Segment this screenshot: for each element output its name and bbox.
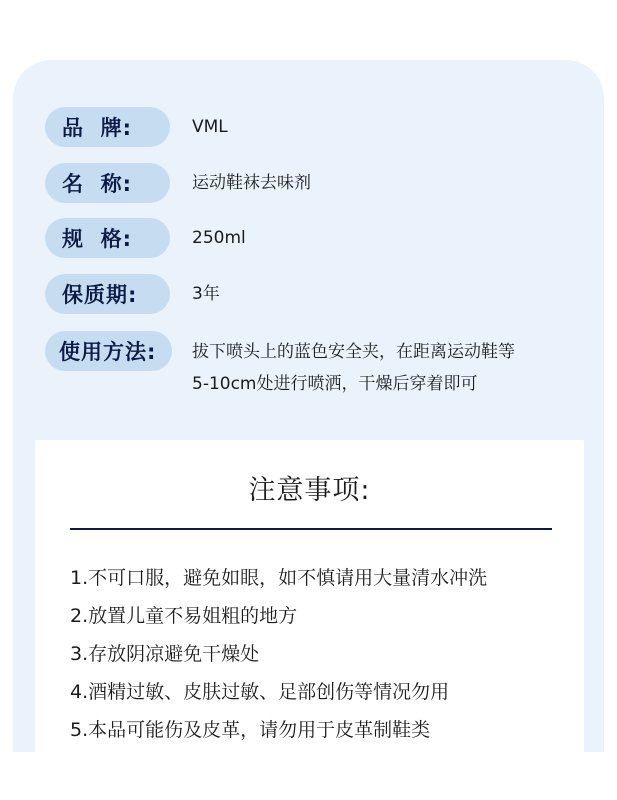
spec-row-shelf-life <box>45 274 220 314</box>
usage-label: 使用方法: <box>45 331 172 371</box>
usage-value-line-1: 拔下喷头上的蓝色安全夹，在距离运动鞋等 <box>192 342 515 362</box>
notice-panel <box>35 440 584 752</box>
size-value: 250ml <box>192 228 246 248</box>
notice-item: 3.存放阴凉避免干燥处 <box>70 643 260 665</box>
shelf-life-label: 保质期: <box>45 274 170 314</box>
notice-item: 4.酒精过敏、皮肤过敏、足部创伤等情况勿用 <box>70 681 450 703</box>
name-label: 名 称: <box>45 163 170 203</box>
notice-divider <box>70 528 552 530</box>
spec-row-brand <box>45 107 228 147</box>
notice-title: 注意事项: <box>248 475 371 506</box>
brand-label: 品 牌: <box>45 107 170 147</box>
spec-row-size <box>45 218 246 258</box>
brand-value: VML <box>192 117 228 137</box>
size-label: 规 格: <box>45 218 170 258</box>
usage-value-line-2: 5-10cm处进行喷洒，干燥后穿着即可 <box>192 374 478 394</box>
notice-item: 2.放置儿童不易姐粗的地方 <box>70 605 298 627</box>
shelf-life-value: 3年 <box>192 284 220 304</box>
notice-item: 1.不可口服，避免如眼，如不慎请用大量清水冲洗 <box>70 567 488 589</box>
spec-row-usage <box>45 331 515 394</box>
spec-row-name <box>45 163 311 203</box>
notice-item: 5.本品可能伤及皮革，请勿用于皮革制鞋类 <box>70 719 431 741</box>
name-value: 运动鞋袜去味剂 <box>192 173 311 193</box>
